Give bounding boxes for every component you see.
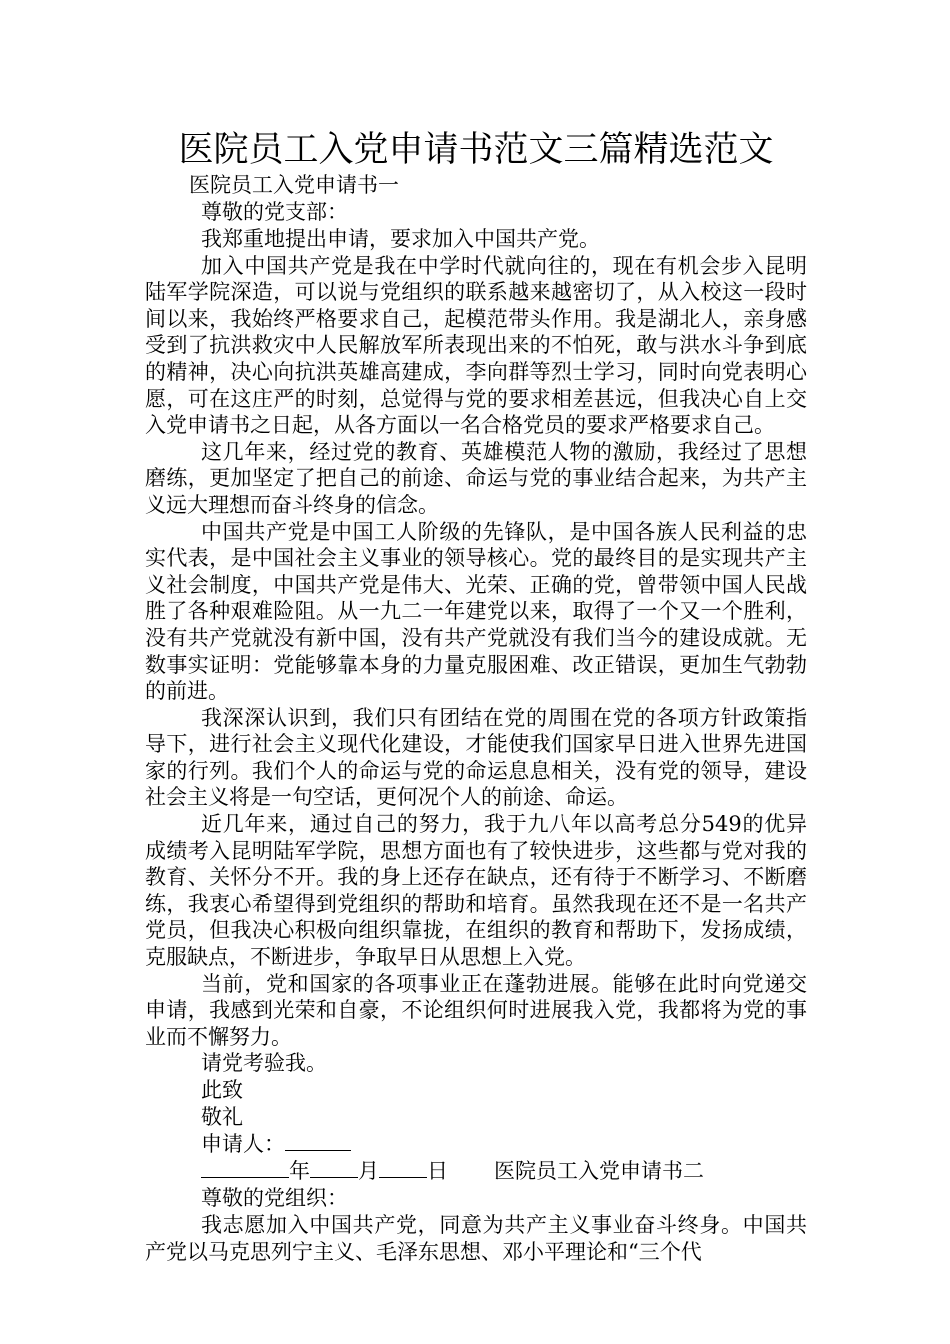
paragraph-4: 中国共产党是中国工人阶级的先锋队，是中国各族人民利益的忠实代表，是中国社会主义事业的领导核心。党的最终目的是实现共产主义社会制度，中国共产党是伟大、光荣、正确的党，曾带领中国人民战胜了各种艰难险阻。从一九二一年建党以来，取得了一个又一个胜利，没有共产党就没有新中国，没有共产党就没有我们当今的建设成就。无数事实证明：党能够靠本身的力量克服困难、改正错误，更加生气勃勃的前进。 [145, 519, 807, 704]
section2-heading: 医院员工入党申请书二 [494, 1159, 704, 1184]
closing-salute-2: 敬礼 [201, 1105, 243, 1130]
closing-salute-1: 此致 [201, 1078, 243, 1103]
date-year: 年 [289, 1159, 310, 1184]
applicant-line [145, 1131, 807, 1158]
applicant-blank [285, 1131, 351, 1151]
document-title: 医院员工入党申请书范文三篇精选范文 [178, 130, 774, 170]
salutation-1: 尊敬的党支部： [201, 200, 348, 224]
document-page [145, 128, 807, 1266]
year-blank [201, 1158, 289, 1178]
section1-heading: 医院员工入党申请书一 [189, 173, 399, 197]
paragraph-last: 我志愿加入中国共产党，同意为共产主义事业奋斗终身。中国共产党以马克思列宁主义、毛泽东思想、邓小平理论和“三个代 [145, 1213, 807, 1264]
date-month: 月 [358, 1159, 379, 1184]
paragraph-7: 当前，党和国家的各项事业正在蓬勃进展。能够在此时向党递交申请，我感到光荣和自豪，不论组织何时进展我入党，我都将为党的事业而不懈努力。 [145, 971, 807, 1049]
month-blank [310, 1158, 358, 1178]
date-line [145, 1158, 807, 1185]
day-blank [379, 1158, 427, 1178]
paragraph-6: 近几年来，通过自己的努力，我于九八年以高考总分549的优异成绩考入昆明陆军学院，思想方面也有了较快进步，这些都与党对我的教育、关怀分不开。我的身上还存在缺点，还有待于不断学习、不断磨练，我衷心希望得到党组织的帮助和培育。虽然我现在还不是一名共产党员，但我决心积极向组织靠拢，在组织的教育和帮助下，发扬成绩，克服缺点，不断进步，争取早日从思想上入党。 [145, 812, 807, 970]
date-day: 日 [427, 1159, 448, 1184]
paragraph-1: 我郑重地提出申请，要求加入中国共产党。 [201, 227, 600, 251]
applicant-label: 申请人： [201, 1132, 285, 1157]
paragraph-3: 这几年来，经过党的教育、英雄模范人物的激励，我经过了思想磨练，更加坚定了把自己的前途、命运与党的事业结合起来，为共产主义远大理想而奋斗终身的信念。 [145, 439, 807, 517]
salutation-2: 尊敬的党组织： [201, 1186, 348, 1211]
closing-request: 请党考验我。 [201, 1051, 327, 1076]
paragraph-5: 我深深认识到，我们只有团结在党的周围在党的各项方针政策指导下，进行社会主义现代化建设，才能使我们国家早日进入世界先进国家的行列。我们个人的命运与党的命运息息相关，没有党的领导，建设社会主义将是一句空话，更何况个人的前途、命运。 [145, 705, 807, 810]
paragraph-2: 加入中国共产党是我在中学时代就向往的，现在有机会步入昆明陆军学院深造，可以说与党组织的联系越来越密切了，从入校这一段时间以来，我始终严格要求自己，起模范带头作用。我是湖北人，亲身感受到了抗洪救灾中人民解放军所表现出来的不怕死，敢与洪水斗争到底的精神，决心向抗洪英雄高建成，李向群等烈士学习，同时向党表明心愿，可在这庄严的时刻，总觉得与党的要求相差甚远，但我决心自上交入党申请书之日起，从各方面以一名合格党员的要求严格要求自己。 [145, 253, 807, 438]
